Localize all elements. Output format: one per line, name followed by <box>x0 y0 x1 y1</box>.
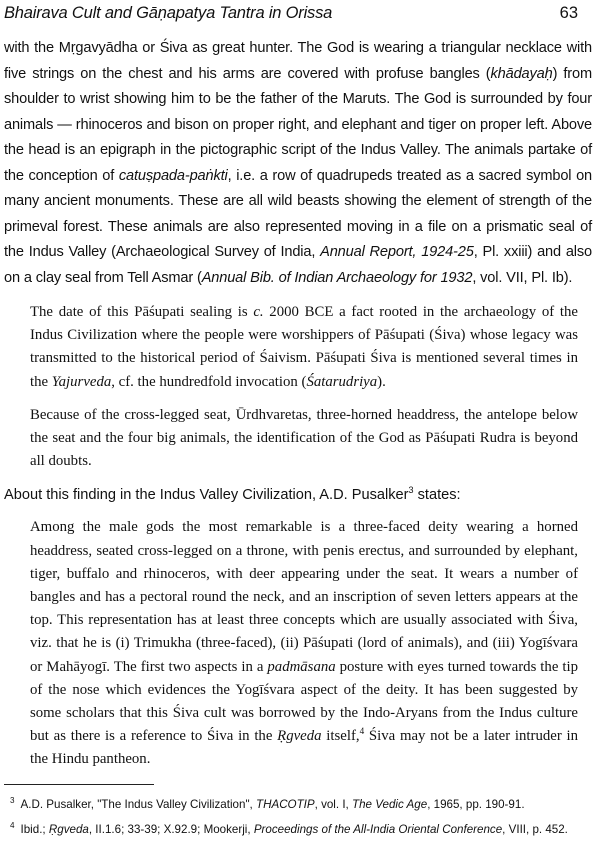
term-satarudriya: Śatarudriya <box>306 373 378 390</box>
page-header <box>4 4 592 34</box>
block-quote-identification: Because of the cross-legged seat, Ūrdhvaretas, three-horned headdress, the antelope below the seat and the four big animals, the identification of the God as Pāśupati Rudra is beyond all doubts. <box>30 406 578 470</box>
citation-annual-bib: Annual Bib. of Indian Archaeology for 1932 <box>201 269 473 286</box>
running-head: Bhairava Cult and Gāṇapatya Tantra in Orissa <box>4 4 333 22</box>
term-rgveda: Ṛgveda <box>277 728 322 745</box>
citation-annual-report: Annual Report, 1924-25 <box>320 244 474 260</box>
footnote-number: 4 <box>10 821 15 831</box>
footnote-3: $^3$ A.D. Pusalker, "The Indus Valley Civilization", THACOTIP, vol. I, The Vedic Age, 1965, pp. 190-91. <box>10 795 525 811</box>
term-catuspada-pankti: catuṣpada-paṅkti <box>118 167 228 184</box>
block-quote-pusalker: Among the male gods the most remarkable is a three-faced deity wearing a horned headdress, seated cross-legged on a throne, with penis erectus, and surrounded by elephant, tiger, buffalo and rhinoceros, with deer appearing under the seat. It wears a number of bangles and has a pectoral round the neck, and an inscription of seven letters appears at the top. This representation has at least three concepts which are usually associated with Śiva, viz. that he is (i) Trimukha (three-faced), (ii) Pāśupati (lord of animals), and (iii) Yogīśvara or Mahāyogī. The first two aspects in a padmāsana posture with eyes turned towards the tip of the nose which evidences the Yogīśvara aspect of the deity. It has been suggested by some scholars that this Śiva cult was borrowed by the Indo-Aryans from the Indus culture but as there is a reference to Śiva in the Ṛgveda itself,$^4$ Śiva may not be a later intruder in the Hindu pantheon. <box>30 519 579 768</box>
footnote-ref-3[interactable]: 3 <box>408 485 414 496</box>
lead-paragraph: with the Mṛgavyādha or Śiva as great hunter. The God is wearing a triangular necklace with five strings on the chest and his arms are covered with profuse bangles (khādayaḥ) from shoulder to wrist showing him to be the father of the Maruts. The God is surrounded by four animals — rhinoceros and bison on proper right, and elephant and tiger on proper left. Above the head is an epigraph in the pictographic script of the Indus Valley. The animals partake of the conception of catuṣpada-paṅkti, i.e. a row of quadrupeds treated as a sacred symbol on many ancient monuments. These are all wild beasts showing the element of strength of the primeval forest. These animals are also represented moving in a file on a prismatic seal of the Indus Valley (Archaeological Survey of India, Annual Report, 1924-25, Pl. xxiii) and also on a clay seal from Tell Asmar (Annual Bib. of Indian Archaeology for 1932, vol. VII, Pl. Ib). <box>4 40 593 286</box>
footnote-divider <box>4 784 154 785</box>
page-number: 63 <box>559 4 578 22</box>
block-quote-date: The date of this Pāśupati sealing is c. 2000 BCE a fact rooted in the archaeology of the Indus Civilization where the people were worshippers of Pāśupati (Śiva) whose legacy was transmitted to the historical period of Śaivism. Pāśupati Śiva is mentioned several times in the Yajurveda, cf. the hundredfold invocation (Śatarudriya). <box>30 304 578 390</box>
term-padmasana: padmāsana <box>267 658 336 675</box>
footnote-number: 3 <box>10 795 15 805</box>
footnote-ref-4[interactable]: 4 <box>359 726 365 737</box>
term-khadayah: khādayaḥ <box>490 65 553 82</box>
footnote-4: $^4$ Ibid.; Ṛgveda, II.1.6; 33-39; X.92.9; Mookerji, Proceedings of the All-India Oriental Conference, VIII, p. 452. <box>10 821 568 837</box>
term-yajurveda: Yajurveda <box>51 373 112 390</box>
intro-paragraph: About this finding in the Indus Valley Civilization, A.D. Pusalker$^3$ states: <box>4 485 461 504</box>
